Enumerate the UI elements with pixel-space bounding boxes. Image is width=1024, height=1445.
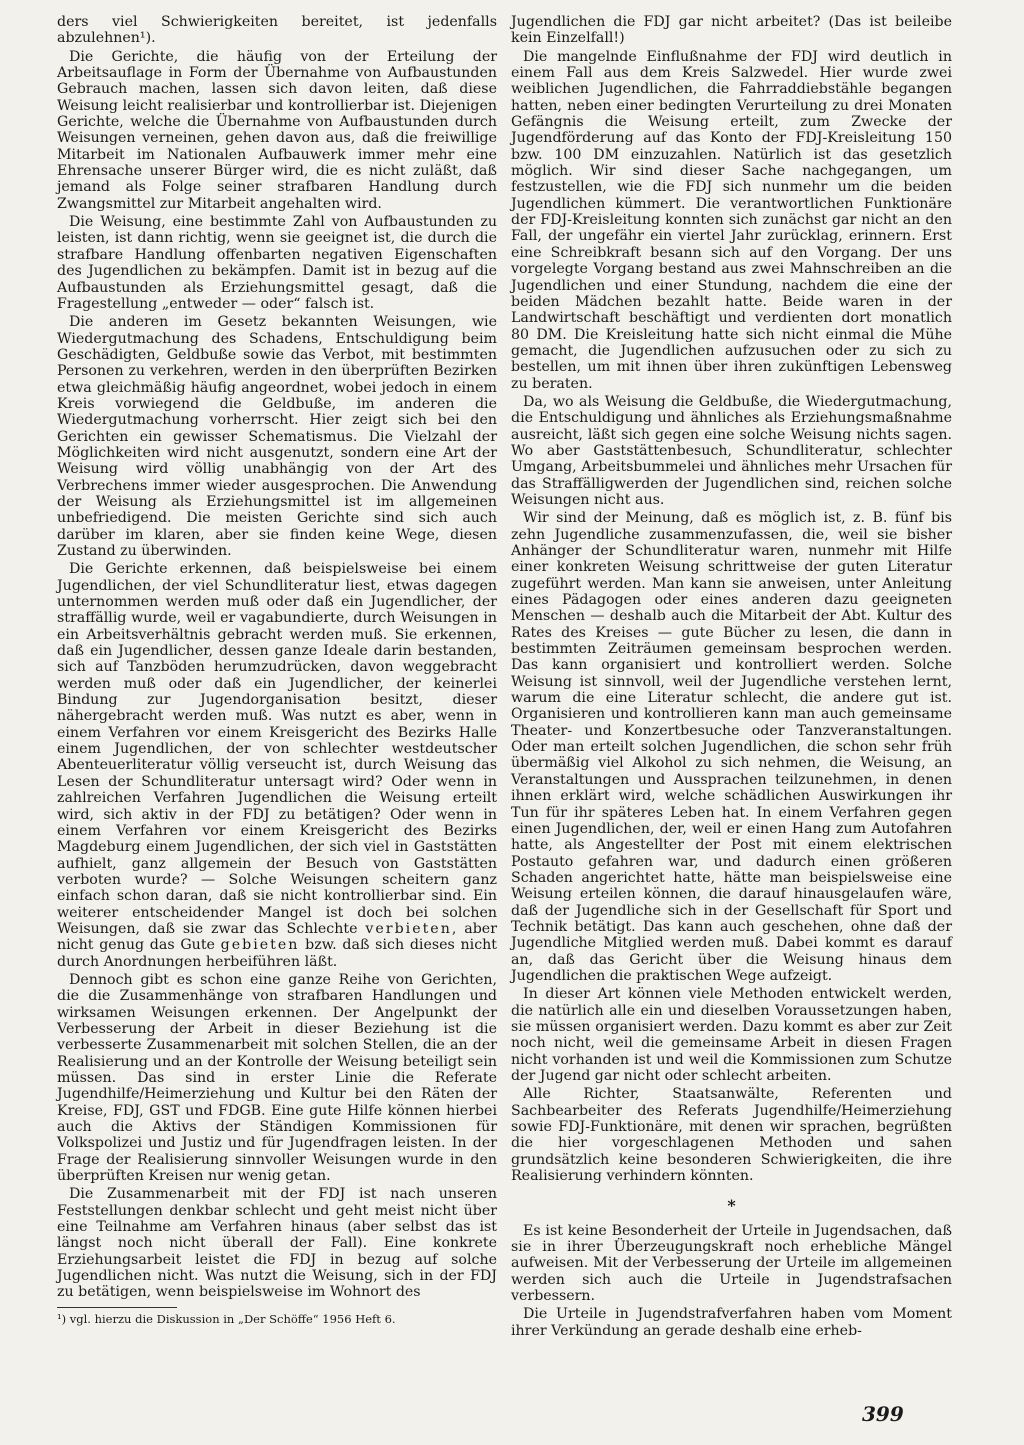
paragraph: Die Urteile in Jugendstrafverfahren haben vom Moment ihrer Verkündung an gerade deshalb eine erheb- (511, 1306, 952, 1339)
spaced-word: verbieten (365, 920, 452, 937)
paragraph: ders viel Schwierigkeiten bereitet, ist jedenfalls abzulehnen¹). (57, 14, 497, 47)
paragraph-text: bzw. daß sich dieses nicht durch Anordnungen herbeiführen läßt. (57, 937, 498, 970)
paragraph-text: Die Gerichte erkennen, daß beispielsweise bei einem Jugendlichen, der viel Schundliteratur liest, etwas dagegen unternommen werden muß oder daß ein Jugendlicher, der straffällig wurde, weil er vagabundierte, durch Weisungen in ein Arbeitsverhältnis gebracht werden muß. Sie erkennen, daß ein Jugendlicher, dessen ganze Ideale darin bestanden, sich auf Tanzböden herumzudrücken, davon weggebracht werden muß oder daß ein Jugendlicher, der keinerlei Bindung zur Jugendorganisation besitzt, dieser nähergebracht werden muß. Was nutzt es aber, wenn in einem Verfahren vor einem Kreisgericht des Bezirks Halle einem Jugendlichen, der von schlechter westdeutscher Abenteuerliteratur völlig verseucht ist, durch Weisung das Lesen der Schundliteratur untersagt wird? Oder wenn in zahlreichen Verfahren Jugendlichen die Weisung erteilt wird, sich aktiv in der FDJ zu betätigen? Oder wenn in einem Verfahren vor einem Kreisgericht des Bezirks Magdeburg einem Jugendlichen, der sich viel in Gaststätten aufhielt, ganz allgemein der Besuch von Gaststätten verboten wurde? — Solche Weisungen scheitern ganz einfach schon daran, daß sie nicht kontrollierbar sind. Ein weiterer entscheidender Mangel ist doch bei solchen Weisungen, daß sie zwar das Schlechte (57, 561, 497, 937)
paragraph: Wir sind der Meinung, daß es möglich ist, z. B. fünf bis zehn Jugendliche zusammenzufassen, die, weil sie bisher Anhänger der Schundliteratur waren, nunmehr mit Hilfe einer konkreten Weisung schrittweise der guten Literatur zugeführt werden. Man kann sie anweisen, unter Anleitung eines Pädagogen oder eines anderen dazu geeigneten Menschen — deshalb auch die Mitarbeit der Abt. Kultur des Rates des Kreises — gute Bücher zu lesen, die dann in bestimmten Zeiträumen gemeinsam besprochen werden. Das kann organisiert und kontrolliert werden. Solche Weisung ist sinnvoll, weil der Jugendliche verstehen lernt, warum die eine Literatur schlecht, die andere gut ist. Organisieren und kontrollieren kann man auch gemeinsame Theater- und Konzertbesuche oder Tanzveranstaltungen. Oder man erteilt solchen Jugendlichen, die schon sehr früh übermäßig viel Alkohol zu sich nehmen, die Weisung, an Veranstaltungen und Aussprachen teilzunehmen, in denen ihnen erklärt wird, welche schädlichen Auswirkungen ihr Tun für ihr späteres Leben hat. In einem Verfahren gegen einen Jugendlichen, der, weil er einen Hang zum Autofahren hatte, als Angestellter der Post mit einem elektrischen Postauto gefahren war, und dadurch einen größeren Schaden angerichtet hatte, hätte man beispielsweise eine Weisung erteilen können, die darauf hinausgelaufen wäre, daß der Jugendliche sich in der Gesellschaft für Sport und Technik betätigt. Das kann auch geschehen, ohne daß der Jugendliche Mitglied werden muß. Dabei kommt es darauf an, daß das Gericht über die Weisung hinaus dem Jugendlichen die praktischen Wege aufzeigt. (511, 510, 952, 984)
right-column (511, 14, 952, 1341)
paragraph: Alle Richter, Staatsanwälte, Referenten und Sachbearbeiter des Referats Jugendhilfe/Heimerziehung sowie FDJ-Funktionäre, mit denen wir sprachen, begrüßten die hier vorgeschlagenen Methoden und sahen grundsätzlich keine besonderen Schwierigkeiten, die ihre Realisierung verhindern könnten. (511, 1086, 952, 1185)
paragraph (57, 561, 497, 970)
paragraph: Dennoch gibt es schon eine ganze Reihe von Gerichten, die die Zusammenhänge von strafbaren Handlungen und wirksamen Weisungen erkennen. Der Angelpunkt der Verbesserung der Arbeit in dieser Beziehung ist die verbesserte Zusammenarbeit mit solchen Stellen, die an der Realisierung und an der Kontrolle der Weisung beteiligt sein müssen. Das sind in erster Linie die Referate Jugendhilfe/Heimerziehung und Kultur bei den Räten der Kreise, FDJ, GST und FDGB. Eine gute Hilfe können hierbei auch die Aktivs der Ständigen Kommissionen für Volkspolizei und Justiz und für Jugendfragen leisten. In der Frage der Realisierung sinnvoller Weisungen wurde in den überprüften Kreisen nur wenig getan. (57, 971, 497, 1185)
paragraph: Die Weisung, eine bestimmte Zahl von Aufbaustunden zu leisten, ist dann richtig, wenn sie geeignet ist, die durch die strafbare Handlung offenbarten negativen Eigenschaften des Jugendlichen zu bekämpfen. Damit ist in bezug auf die Aufbaustunden als Erziehungsmittel gesagt, daß die Fragestellung „entweder — oder“ falsch ist. (57, 214, 497, 312)
page-number: 399 (862, 1402, 904, 1426)
paragraph: Die mangelnde Einflußnahme der FDJ wird deutlich in einem Fall aus dem Kreis Salzwedel. Hier wurde zwei weiblichen Jugendlichen, die Fahrraddiebstähle begangen hatten, neben einer bedingten Verurteilung zu drei Monaten Gefängnis die Weisung erteilt, zum Zwecke der Jugendförderung auf das Konto der FDJ-Kreisleitung 150 bzw. 100 DM einzuzahlen. Natürlich ist das gesetzlich möglich. Wir sind dieser Sache nachgegangen, um festzustellen, wie die FDJ sich nunmehr um die beiden Jugendlichen kümmert. Die verantwortlichen Funktionäre der FDJ-Kreisleitung konnten sich zunächst gar nicht an den Fall, der ungefähr ein viertel Jahr zurücklag, erinnern. Erst eine Schreibkraft besann sich auf den Vorgang. Der uns vorgelegte Vorgang bestand aus zwei Mahnschreiben an die Jugendlichen und einer Stundung, nachdem die eine der beiden Mädchen bezahlt hatte. Beide waren in der Landwirtschaft beschäftigt und verdienten dort monatlich 80 DM. Die Kreisleitung hatte sich nicht einmal die Mühe gemacht, die Jugendlichen aufzusuchen oder zu sich zu bestellen, um mit ihnen über ihren zukünftigen Lebensweg zu beraten. (511, 48, 952, 392)
footnote: ¹) vgl. hierzu die Diskussion in „Der Schöffe“ 1956 Heft 6. (57, 1311, 396, 1326)
footnote-divider (57, 1307, 177, 1308)
section-separator: * (727, 1196, 736, 1216)
paragraph: Jugendlichen die FDJ gar nicht arbeitet? (Das ist beileibe kein Einzelfall!) (511, 14, 952, 47)
spaced-word: gebieten (220, 937, 300, 954)
left-column (57, 14, 497, 1328)
paragraph: Die anderen im Gesetz bekannten Weisungen, wie Wiedergutmachung des Schadens, Entschuldigung beim Geschädigten, Geldbuße sowie das Verbot, mit bestimmten Personen zu verkehren, werden in den überprüften Bezirken etwa gleichmäßig häufig angeordnet, wobei jedoch in einem Kreis vorwiegend die Geldbuße, im anderen die Wiedergutmachung vorherrscht. Hier zeigt sich bei den Gerichten ein gewisser Schematismus. Die Vielzahl der Möglichkeiten wird nicht ausgenutzt, sondern eine Art der Weisung wird völlig unabhängig von der Art des Verbrechens immer wieder ausgesprochen. Die Anwendung der Weisung als Erziehungsmittel ist im allgemeinen unbefriedigend. Die meisten Gerichte sind sich auch darüber im klaren, aber sie finden keine Wege, diesen Zustand zu überwinden. (57, 314, 497, 559)
paragraph: Da, wo als Weisung die Geldbuße, die Wiedergutmachung, die Entschuldigung und ähnliches als Erziehungsmaßnahme ausreicht, läßt sich gegen eine solche Weisung nichts sagen. Wo aber Gaststättenbesuch, Schundliteratur, schlechter Umgang, Arbeitsbummelei und ähnliches mehr Ursachen für das Straffälligwerden der Jugendlichen sind, reichen solche Weisungen nicht aus. (511, 393, 952, 508)
paragraph: Es ist keine Besonderheit der Urteile in Jugendsachen, daß sie in ihrer Überzeugungskraft noch erhebliche Mängel aufweisen. Mit der Verbesserung der Urteile im allgemeinen werden sich auch die Urteile in Jugendstrafsachen verbessern. (511, 1222, 952, 1305)
paragraph: Die Gerichte, die häufig von der Erteilung der Arbeitsauflage in Form der Übernahme von Aufbaustunden Gebrauch machen, lassen sich davon leiten, daß diese Weisung leicht realisierbar und kontrollierbar ist. Diejenigen Gerichte, welche die Übernahme von Aufbaustunden durch Weisungen verneinen, gehen davon aus, daß die freiwillige Mitarbeit im Nationalen Aufbauwerk immer mehr eine Ehrensache unserer Bürger wird, die es nicht zuläßt, daß jemand als Folge seiner strafbaren Handlung durch Zwangsmittel zur Mitarbeit angehalten wird. (57, 48, 497, 212)
paragraph: In dieser Art können viele Methoden entwickelt werden, die natürlich alle ein und dieselben Voraussetzungen haben, sie müssen organisiert werden. Dazu kommt es aber zur Zeit noch nicht, weil die gemeinsame Arbeit in diesen Fragen nicht vorhanden ist und weil die Kommissionen zum Schutze der Jugend gar nicht oder schlecht arbeiten. (511, 986, 952, 1084)
paragraph: Die Zusammenarbeit mit der FDJ ist nach unseren Feststellungen denkbar schlecht und geht meist nicht über eine Teilnahme am Verfahren hinaus (aber selbst das ist längst noch nicht überall der Fall). Eine konkrete Erziehungsarbeit leistet die FDJ in bezug auf solche Jugendlichen nicht. Was nutzt die Weisung, sich in der FDJ zu betätigen, wenn beispielsweise im Wohnort des (57, 1186, 497, 1301)
paragraph-text: , aber nicht genug das Gute (57, 920, 497, 954)
